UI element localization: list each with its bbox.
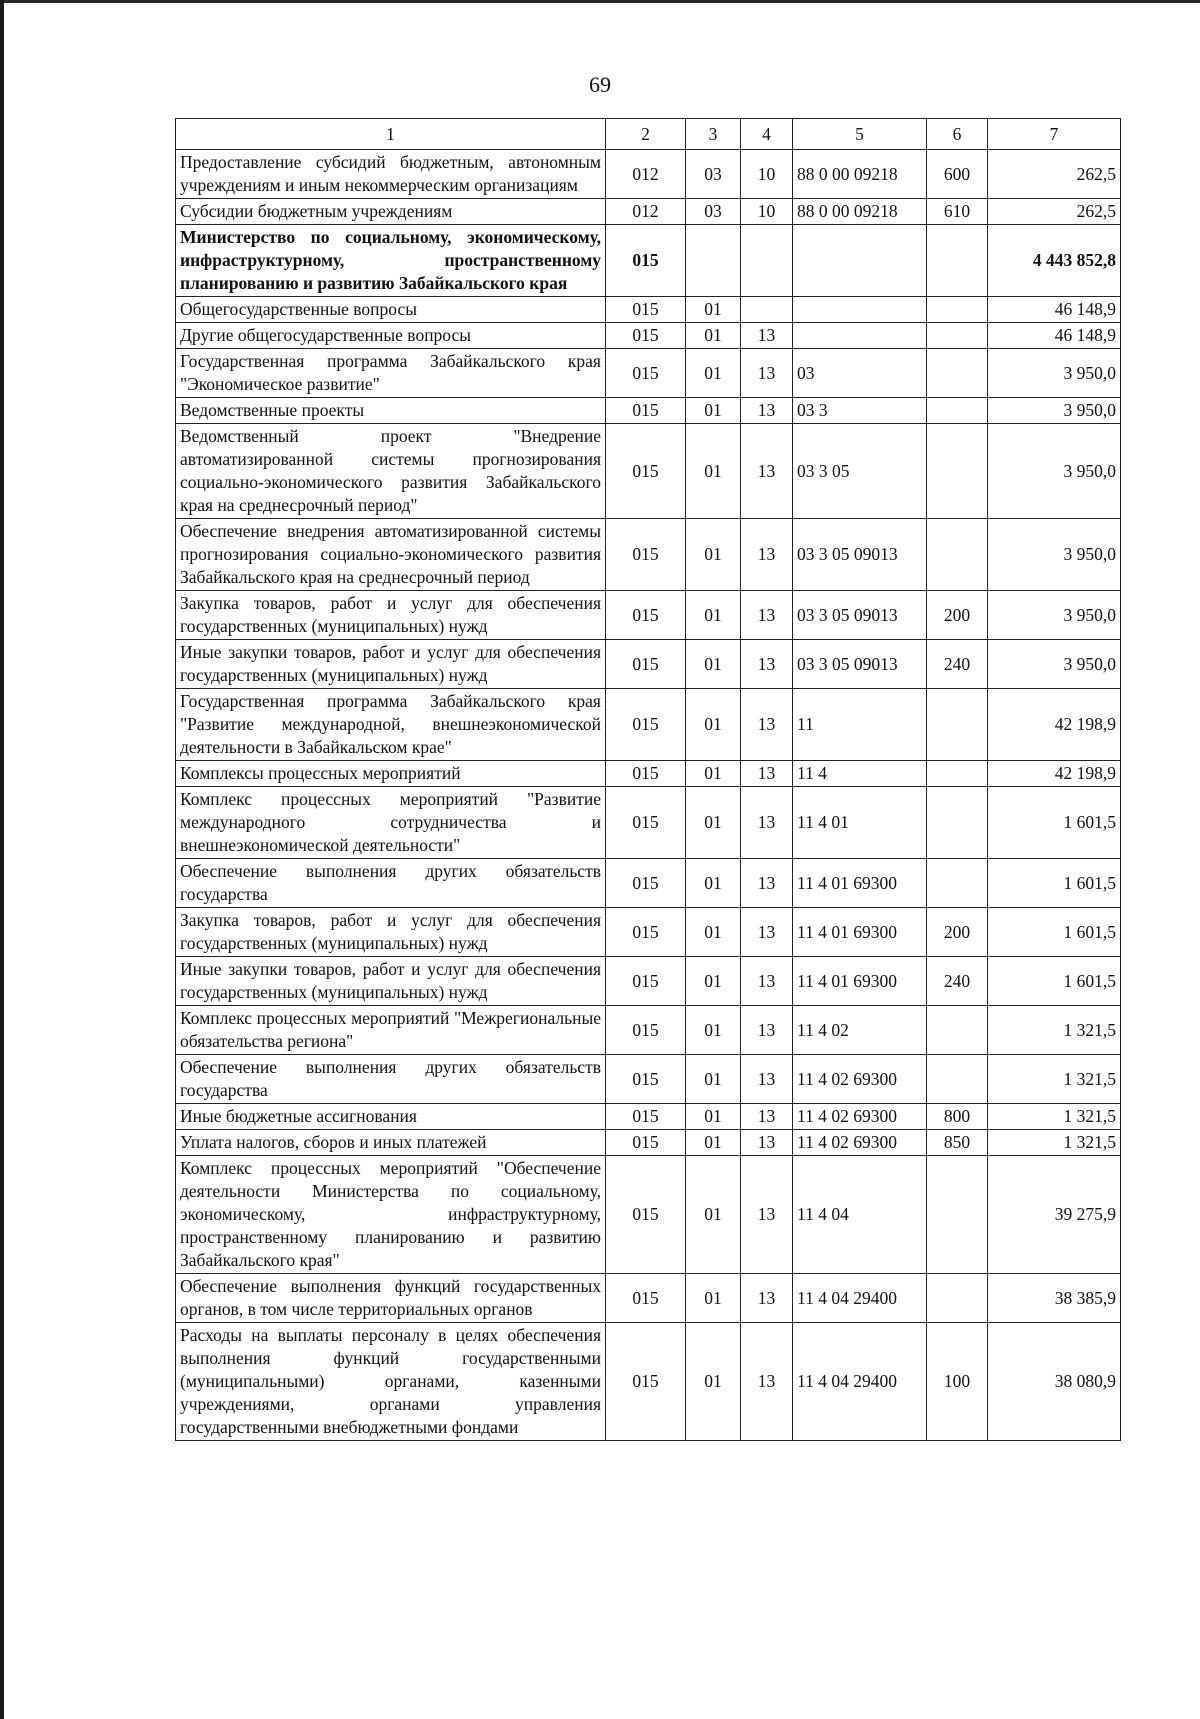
row-name: Обеспечение выполнения других обязательств государства [176,859,606,908]
row-code-ministry: 015 [606,1130,686,1156]
row-code-ministry: 015 [606,349,686,398]
row-code-subsection: 13 [741,519,793,591]
row-code-target-article: 03 3 05 09013 [793,591,927,640]
row-amount: 3 950,0 [988,640,1121,689]
row-amount: 1 601,5 [988,957,1121,1006]
row-code-subsection: 13 [741,1323,793,1441]
row-amount: 1 321,5 [988,1104,1121,1130]
row-code-target-article: 03 3 05 [793,424,927,519]
row-code-subsection: 13 [741,398,793,424]
row-amount: 262,5 [988,150,1121,199]
table-row [176,424,1121,519]
row-code-ministry: 015 [606,1274,686,1323]
column-header-6: 6 [927,119,988,150]
row-code-section: 03 [686,150,741,199]
row-code-expense-type [927,1006,988,1055]
column-header-3: 3 [686,119,741,150]
row-code-subsection: 13 [741,323,793,349]
table-row [176,1323,1121,1441]
row-code-ministry: 015 [606,398,686,424]
row-code-section: 01 [686,1274,741,1323]
row-code-expense-type [927,689,988,761]
column-header-5: 5 [793,119,927,150]
row-code-target-article: 11 4 01 69300 [793,957,927,1006]
row-code-section: 01 [686,349,741,398]
row-code-target-article [793,225,927,297]
row-code-subsection [741,225,793,297]
row-code-subsection: 13 [741,1006,793,1055]
row-code-expense-type: 200 [927,908,988,957]
scan-edge-left [0,0,4,1719]
row-code-expense-type: 610 [927,199,988,225]
table-body [176,150,1121,1441]
page-number: 69 [589,72,611,97]
row-code-ministry: 015 [606,689,686,761]
row-code-section: 01 [686,1006,741,1055]
row-amount: 3 950,0 [988,591,1121,640]
row-name: Уплата налогов, сборов и иных платежей [176,1130,606,1156]
table-row [176,398,1121,424]
row-name: Государственная программа Забайкальского края "Экономическое развитие" [176,349,606,398]
row-amount: 38 385,9 [988,1274,1121,1323]
row-name: Предоставление субсидий бюджетным, автономным учреждениям и иным некоммерческим организациям [176,150,606,199]
row-code-expense-type [927,349,988,398]
row-code-subsection: 13 [741,1055,793,1104]
row-code-expense-type [927,787,988,859]
row-amount: 1 321,5 [988,1006,1121,1055]
row-code-ministry: 015 [606,297,686,323]
row-code-target-article: 11 4 04 29400 [793,1274,927,1323]
table-row [176,689,1121,761]
table-row [176,640,1121,689]
row-code-expense-type: 600 [927,150,988,199]
row-amount: 42 198,9 [988,761,1121,787]
row-code-target-article: 11 4 [793,761,927,787]
row-code-ministry: 015 [606,761,686,787]
row-code-expense-type [927,225,988,297]
row-code-target-article: 11 4 01 69300 [793,908,927,957]
table-row [176,225,1121,297]
row-code-expense-type: 240 [927,957,988,1006]
table-row [176,349,1121,398]
row-code-ministry: 015 [606,787,686,859]
row-name: Ведомственный проект "Внедрение автоматизированной системы прогнозирования социально-экономического развития Забайкальского края на среднесрочный период" [176,424,606,519]
row-code-subsection: 10 [741,150,793,199]
row-code-target-article: 03 3 [793,398,927,424]
row-code-section: 01 [686,859,741,908]
row-name: Комплекс процессных мероприятий "Межрегиональные обязательства региона" [176,1006,606,1055]
table-row [176,297,1121,323]
row-code-subsection: 13 [741,1274,793,1323]
table-row [176,1006,1121,1055]
row-name: Обеспечение выполнения функций государственных органов, в том числе территориальных органов [176,1274,606,1323]
row-code-target-article: 03 3 05 09013 [793,640,927,689]
row-code-subsection: 13 [741,1156,793,1274]
row-code-ministry: 015 [606,640,686,689]
row-code-expense-type: 850 [927,1130,988,1156]
row-code-section: 01 [686,787,741,859]
row-code-section: 01 [686,908,741,957]
row-amount: 4 443 852,8 [988,225,1121,297]
row-code-expense-type [927,1055,988,1104]
row-code-ministry: 015 [606,225,686,297]
row-name: Министерство по социальному, экономическому, инфраструктурному, пространственному планированию и развитию Забайкальского края [176,225,606,297]
row-code-ministry: 015 [606,1323,686,1441]
row-amount: 38 080,9 [988,1323,1121,1441]
row-code-section: 03 [686,199,741,225]
row-code-subsection: 13 [741,640,793,689]
row-code-expense-type [927,1274,988,1323]
row-code-section: 01 [686,689,741,761]
table-row [176,761,1121,787]
column-header-4: 4 [741,119,793,150]
row-amount: 1 321,5 [988,1055,1121,1104]
row-code-section: 01 [686,1323,741,1441]
row-code-ministry: 015 [606,1055,686,1104]
row-name: Комплекс процессных мероприятий "Развитие международного сотрудничества и внешнеэкономической деятельности" [176,787,606,859]
table-row [176,1104,1121,1130]
row-name: Комплекс процессных мероприятий "Обеспечение деятельности Министерства по социальному, экономическому, инфраструктурному, пространственному планированию и развитию Забайкальского края" [176,1156,606,1274]
row-code-subsection: 13 [741,1130,793,1156]
row-code-target-article: 11 4 02 69300 [793,1130,927,1156]
row-code-section: 01 [686,1130,741,1156]
row-code-section: 01 [686,640,741,689]
column-header-1: 1 [176,119,606,150]
row-code-section: 01 [686,424,741,519]
row-code-expense-type: 800 [927,1104,988,1130]
row-code-expense-type [927,761,988,787]
table-row [176,150,1121,199]
table-row [176,908,1121,957]
row-name: Другие общегосударственные вопросы [176,323,606,349]
table-row [176,1274,1121,1323]
row-code-target-article: 11 4 01 69300 [793,859,927,908]
row-name: Закупка товаров, работ и услуг для обеспечения государственных (муниципальных) нужд [176,591,606,640]
row-code-section: 01 [686,1055,741,1104]
row-code-target-article: 11 4 02 69300 [793,1055,927,1104]
row-code-ministry: 015 [606,323,686,349]
row-code-ministry: 015 [606,424,686,519]
table-row [176,787,1121,859]
row-code-subsection: 13 [741,957,793,1006]
row-code-subsection: 13 [741,591,793,640]
row-name: Закупка товаров, работ и услуг для обеспечения государственных (муниципальных) нужд [176,908,606,957]
row-code-section: 01 [686,1156,741,1274]
row-code-subsection: 13 [741,908,793,957]
row-code-ministry: 012 [606,199,686,225]
column-header-2: 2 [606,119,686,150]
row-code-ministry: 015 [606,1156,686,1274]
row-code-expense-type [927,424,988,519]
row-code-section: 01 [686,323,741,349]
row-code-section: 01 [686,1104,741,1130]
row-code-target-article: 11 4 02 [793,1006,927,1055]
table-row [176,591,1121,640]
row-code-ministry: 012 [606,150,686,199]
row-code-target-article: 03 [793,349,927,398]
row-code-expense-type: 200 [927,591,988,640]
table-row [176,519,1121,591]
row-name: Комплексы процессных мероприятий [176,761,606,787]
row-amount: 42 198,9 [988,689,1121,761]
row-code-section: 01 [686,761,741,787]
row-name: Иные закупки товаров, работ и услуг для обеспечения государственных (муниципальных) нужд [176,957,606,1006]
row-code-expense-type: 100 [927,1323,988,1441]
row-code-ministry: 015 [606,591,686,640]
table-row [176,957,1121,1006]
column-header-7: 7 [988,119,1121,150]
table-row [176,1055,1121,1104]
row-amount: 3 950,0 [988,349,1121,398]
row-name: Общегосударственные вопросы [176,297,606,323]
scan-edge-top [0,0,1200,3]
row-code-target-article: 88 0 00 09218 [793,150,927,199]
row-code-subsection [741,297,793,323]
row-code-section: 01 [686,519,741,591]
table-row [176,323,1121,349]
table-header-row [176,119,1121,150]
row-code-expense-type [927,519,988,591]
row-code-expense-type [927,323,988,349]
row-code-section: 01 [686,297,741,323]
row-name: Обеспечение выполнения других обязательств государства [176,1055,606,1104]
row-name: Расходы на выплаты персоналу в целях обеспечения выполнения функций государственными (муниципальными) органами, казенными учреждениями, органами управления государственными внебюджетными фондами [176,1323,606,1441]
row-amount: 262,5 [988,199,1121,225]
row-amount: 1 321,5 [988,1130,1121,1156]
row-code-ministry: 015 [606,519,686,591]
row-code-expense-type: 240 [927,640,988,689]
row-name: Субсидии бюджетным учреждениям [176,199,606,225]
row-amount: 1 601,5 [988,908,1121,957]
row-code-section: 01 [686,398,741,424]
row-name: Обеспечение внедрения автоматизированной системы прогнозирования социально-экономического развития Забайкальского края на среднесрочный период [176,519,606,591]
row-code-target-article: 03 3 05 09013 [793,519,927,591]
row-name: Ведомственные проекты [176,398,606,424]
row-code-subsection: 13 [741,761,793,787]
row-code-target-article: 11 4 04 [793,1156,927,1274]
row-code-subsection: 13 [741,1104,793,1130]
row-code-target-article [793,323,927,349]
row-code-subsection: 13 [741,349,793,398]
row-name: Иные закупки товаров, работ и услуг для обеспечения государственных (муниципальных) нужд [176,640,606,689]
row-code-ministry: 015 [606,859,686,908]
row-code-subsection: 13 [741,859,793,908]
row-amount: 3 950,0 [988,398,1121,424]
row-amount: 46 148,9 [988,297,1121,323]
row-code-target-article: 11 4 04 29400 [793,1323,927,1441]
row-code-expense-type [927,1156,988,1274]
row-code-subsection: 13 [741,424,793,519]
table-row [176,859,1121,908]
row-code-ministry: 015 [606,1006,686,1055]
table-row [176,199,1121,225]
row-code-section: 01 [686,957,741,1006]
row-code-ministry: 015 [606,1104,686,1130]
row-code-ministry: 015 [606,908,686,957]
row-code-section: 01 [686,591,741,640]
row-code-expense-type [927,297,988,323]
row-code-section [686,225,741,297]
row-name: Государственная программа Забайкальского края "Развитие международной, внешнеэкономической деятельности в Забайкальском крае" [176,689,606,761]
row-code-target-article [793,297,927,323]
budget-table [175,118,1121,1441]
row-code-ministry: 015 [606,957,686,1006]
row-code-expense-type [927,398,988,424]
row-code-subsection: 10 [741,199,793,225]
row-amount: 1 601,5 [988,859,1121,908]
row-code-target-article: 11 [793,689,927,761]
table-row [176,1156,1121,1274]
row-code-subsection: 13 [741,787,793,859]
row-name: Иные бюджетные ассигнования [176,1104,606,1130]
row-amount: 3 950,0 [988,519,1121,591]
row-amount: 3 950,0 [988,424,1121,519]
table-row [176,1130,1121,1156]
row-code-expense-type [927,859,988,908]
row-amount: 46 148,9 [988,323,1121,349]
row-code-subsection: 13 [741,689,793,761]
row-code-target-article: 88 0 00 09218 [793,199,927,225]
row-code-target-article: 11 4 02 69300 [793,1104,927,1130]
row-amount: 1 601,5 [988,787,1121,859]
row-code-target-article: 11 4 01 [793,787,927,859]
row-amount: 39 275,9 [988,1156,1121,1274]
